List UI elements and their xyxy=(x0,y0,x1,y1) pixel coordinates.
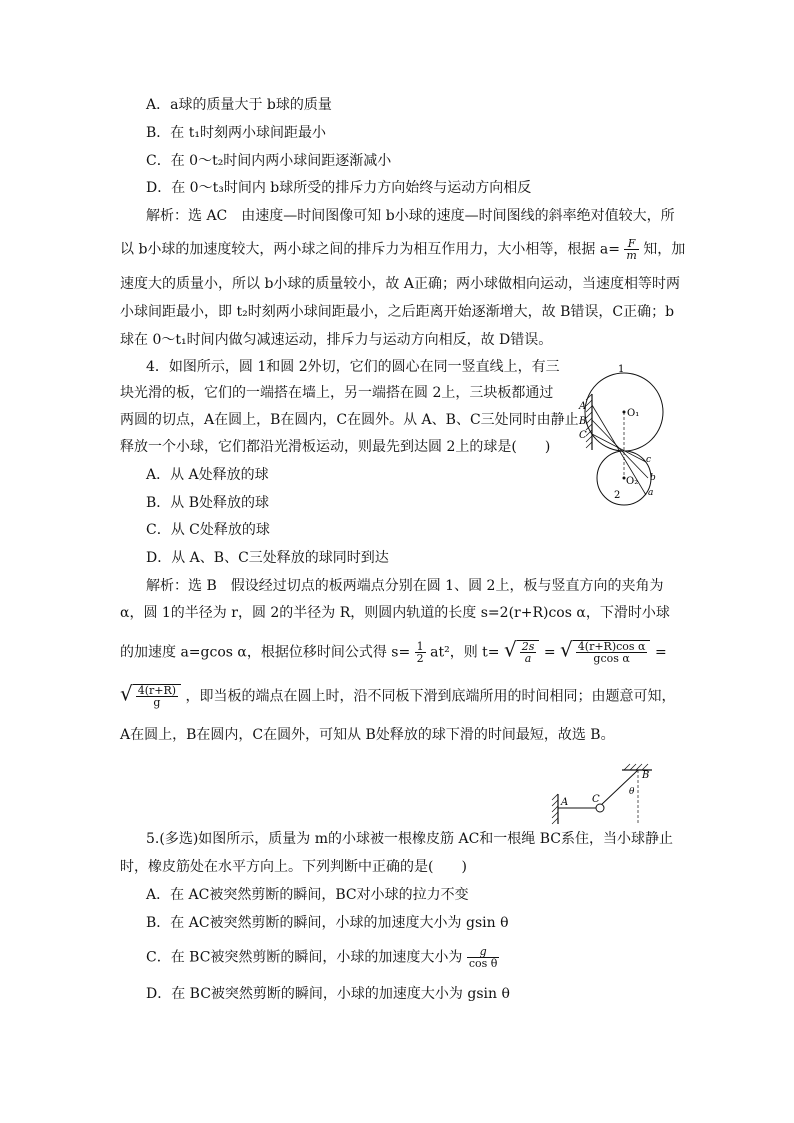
q4-stem-line-1: 4．如图所示，圆 1和圆 2外切，它们的圆心在同一竖直线上，有三 xyxy=(146,359,560,375)
q4-label-b: B xyxy=(579,416,587,427)
q4-sqrt-3-numerator: 4(r+R) xyxy=(137,684,177,697)
q5-label-theta: θ xyxy=(629,787,635,797)
q3-fraction-denominator: m xyxy=(626,249,637,262)
q4-label-o2: O₂ xyxy=(626,476,639,487)
q4-sqrt-1-numerator: 2s xyxy=(521,640,535,653)
q5-rope-figure xyxy=(548,760,688,830)
q3-option-b: B．在 t₁时刻两小球间距最小 xyxy=(146,125,326,141)
q4-label-a: A xyxy=(579,401,587,412)
q5-option-d: D．在 BC被突然剪断的瞬间，小球的加速度大小为 gsin θ xyxy=(146,986,510,1002)
q4-sqrt-1-fraction xyxy=(520,641,537,664)
q3-solution-line-5: 球在 0～t₁时间内做匀减速运动，排斥力与运动方向相反，故 D错误。 xyxy=(120,332,553,348)
q4-stem-line-3: 两圆的切点，A在圆上，B在圆内，C在圆外。从 A、B、C三处同时由静止 xyxy=(120,412,579,428)
q5-label-a: A xyxy=(561,797,569,808)
q4-solution-line-3-mid: at²，则 t= xyxy=(430,644,500,661)
q4-option-a: A．从 A处释放的球 xyxy=(146,467,269,483)
q4-sqrt-3-denominator: g xyxy=(153,696,161,709)
q4-solution-line-1: 解析：选 B 假设经过切点的板两端点分别在圆 1、圆 2上，板与竖直方向的夹角为 xyxy=(146,578,664,594)
q4-solution-line-4 xyxy=(120,681,676,709)
q5-option-c xyxy=(146,946,499,969)
q5-option-c-text: C．在 BC被突然剪断的瞬间，小球的加速度大小为 xyxy=(146,949,463,966)
q5-label-c: C xyxy=(592,794,600,805)
q3-force-mass-fraction xyxy=(624,238,638,261)
q4-stem-line-2: 块光滑的板，它们的一端搭在墙上，另一端搭在圆 2上，三块板都通过 xyxy=(120,385,554,401)
q4-equals-2: = xyxy=(654,644,667,661)
q4-stem-line-4: 释放一个小球，它们都沿光滑板运动，则最先到达圆 2上的球是( ) xyxy=(120,439,551,455)
q4-label-end-b: b xyxy=(650,473,656,483)
q4-solution-line-5: A在圆上，B在圆内，C在圆外，可知从 B处释放的球下滑的时间最短，故选 B。 xyxy=(120,727,615,743)
q3-solution-line-2-text: 以 b小球的加速度较大，两小球之间的排斥力为相互作用力，大小相等，根据 a= xyxy=(120,241,620,258)
q5-option-b: B．在 AC被突然剪断的瞬间，小球的加速度大小为 gsin θ xyxy=(146,915,509,931)
q5-option-c-denominator: cos θ xyxy=(468,957,498,970)
q5-stem-line-1: 5.(多选)如图所示，质量为 m的小球被一根橡皮筋 AC和一根绳 BC系住，当小球静止 xyxy=(146,831,673,847)
q4-label-end-c: c xyxy=(646,455,652,465)
q4-option-b: B．从 B处释放的球 xyxy=(146,495,270,511)
q4-plank-b xyxy=(592,420,648,478)
q4-sqrt-2-numerator: 4(r+R)cos α xyxy=(577,640,646,653)
q4-label-o1: O₁ xyxy=(627,408,640,419)
q4-sqrt-1-radical: √ xyxy=(503,637,517,662)
q3-solution-line-3: 速度大的质量小，所以 b小球的质量较小，故 A正确；两小球做相向运动，当速度相等时两 xyxy=(120,276,680,292)
q4-sqrt-2-fraction xyxy=(576,641,648,664)
q3-option-d: D．在 0～t₃时间内 b球所受的排斥力方向始终与运动方向相反 xyxy=(146,180,532,196)
q5-left-wall-hatching xyxy=(552,794,558,824)
q4-sqrt-1-denominator: a xyxy=(524,652,532,665)
q4-label-c: C xyxy=(579,430,587,441)
q4-label-circle-2: 2 xyxy=(614,490,621,501)
q3-option-a: A．a球的质量大于 b球的质量 xyxy=(146,97,332,113)
q4-label-circle-1: 1 xyxy=(618,364,625,375)
q3-fraction-numerator: F xyxy=(624,238,638,250)
q3-solution-line-1: 解析：选 AC 由速度—时间图像可知 b小球的速度—时间图线的斜率绝对值较大，所 xyxy=(146,208,675,224)
q4-sqrt-3 xyxy=(133,684,181,708)
q4-sqrt-2 xyxy=(573,640,651,664)
q4-option-d: D．从 A、B、C三处释放的球同时到达 xyxy=(146,550,389,566)
q4-half-fraction xyxy=(415,641,426,664)
q4-label-end-a: a xyxy=(648,488,654,498)
q3-solution-line-2 xyxy=(120,238,685,261)
q3-option-c: C．在 0～t₂时间内两小球间距逐渐减小 xyxy=(146,153,392,169)
q4-solution-line-4-text: ，即当板的端点在圆上时，沿不同板下滑到底端所用的时间相同；由题意可知， xyxy=(185,688,676,705)
q4-sqrt-2-denominator: gcos α xyxy=(593,652,630,665)
q5-option-c-numerator: g xyxy=(467,946,500,958)
q4-sqrt-3-fraction xyxy=(136,685,178,708)
q4-option-c: C．从 C处释放的球 xyxy=(146,522,270,538)
q5-option-a: A．在 AC被突然剪断的瞬间，BC对小球的拉力不变 xyxy=(146,887,469,903)
q5-stem-line-2: 时，橡皮筋处在水平方向上。下列判断中正确的是( ) xyxy=(120,859,467,875)
q5-ball xyxy=(596,804,604,812)
q4-solution-line-2: α，圆 1的半径为 r，圆 2的半径为 R，则圆内轨道的长度 s=2(r+R)cos α，下滑时小球 xyxy=(120,605,670,621)
q4-sqrt-3-radical: √ xyxy=(120,681,133,706)
q3-solution-line-4: 小球间距最小，即 t₂时刻两小球间距最小，之后距离开始逐渐增大，故 B错误，C正确；b xyxy=(120,304,675,320)
q4-solution-line-3-text: 的加速度 a=gcos α，根据位移时间公式得 s= xyxy=(120,644,411,661)
q4-sqrt-2-radical: √ xyxy=(560,637,573,662)
q4-equals-1: = xyxy=(543,644,556,661)
q4-half-numerator: 1 xyxy=(416,640,424,653)
q4-wall-hatching xyxy=(586,394,592,448)
q4-sqrt-1 xyxy=(517,640,540,664)
q4-solution-line-3 xyxy=(120,637,667,665)
q4-half-denominator: 2 xyxy=(416,652,424,665)
q3-solution-line-2-end: 知，加 xyxy=(643,241,686,258)
q4-center-o1 xyxy=(623,411,626,414)
q5-option-c-fraction xyxy=(467,946,500,969)
q4-circles-figure xyxy=(566,364,676,510)
q5-label-b: B xyxy=(642,770,650,781)
